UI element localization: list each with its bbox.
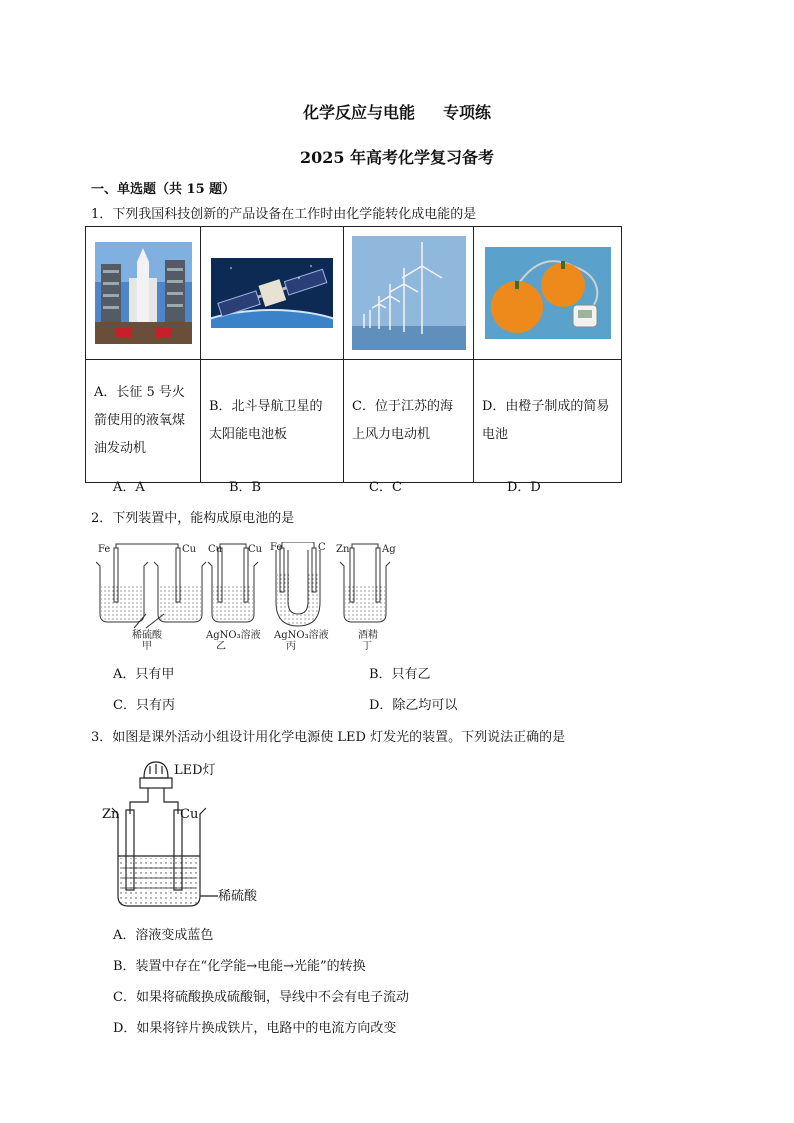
- label-yi: 乙: [216, 641, 226, 650]
- q1-option-b[interactable]: B．B: [229, 480, 262, 495]
- label-agno3-bing: AgNO₃溶液: [274, 630, 329, 641]
- label-h2so4-q3: 稀硫酸: [218, 889, 258, 904]
- satellite-image: [211, 258, 333, 328]
- option-cell-b: B．北斗导航卫星的太阳能电池板: [201, 360, 344, 483]
- q1-option-a[interactable]: A．A: [113, 480, 145, 495]
- wind-turbine-image: [352, 236, 466, 350]
- label-alcohol: 酒精: [358, 630, 378, 641]
- question-1-stem: 1．下列我国科技创新的产品设备在工作时由化学能转化成电能的是: [91, 207, 477, 222]
- rocket-image: [95, 242, 192, 344]
- option-cell-a: A．长征 5 号火箭使用的液氧煤油发动机: [86, 360, 201, 483]
- label-agno3-yi: AgNO₃溶液: [206, 630, 261, 641]
- q3-option-d[interactable]: D．如果将锌片换成铁片，电路中的电流方向改变: [113, 1021, 397, 1036]
- q3-option-b[interactable]: B．装置中存在“化学能→电能→光能”的转换: [113, 959, 366, 974]
- orange-battery-image: [485, 247, 611, 339]
- q2-option-a[interactable]: A．只有甲: [113, 667, 175, 682]
- q2-option-b[interactable]: B．只有乙: [369, 667, 431, 682]
- page-subtitle: 2025 年高考化学复习备考: [299, 148, 495, 167]
- label-fe: Fe: [98, 544, 111, 555]
- galvanic-cells-figure: [96, 542, 426, 650]
- label-bing: 丙: [286, 641, 296, 650]
- q3-option-c[interactable]: C．如果将硫酸换成硫酸铜，导线中不会有电子流动: [113, 990, 409, 1005]
- q1-option-c[interactable]: C．C: [369, 480, 402, 495]
- q2-option-c[interactable]: C．只有丙: [113, 698, 175, 713]
- q1-option-d[interactable]: D．D: [507, 480, 541, 495]
- label-led: LED灯: [174, 763, 216, 778]
- label-cu-q3: Cu: [180, 807, 199, 822]
- q3-option-a[interactable]: A．溶液变成蓝色: [113, 928, 214, 943]
- option-cell-d: D．由橙子制成的简易电池: [474, 360, 622, 483]
- led-cell-figure: [100, 752, 290, 912]
- question-1-table: [85, 226, 622, 483]
- label-zn-q3: Zn: [102, 807, 120, 822]
- label-fe-bing: Fe: [270, 542, 283, 553]
- label-jia: 甲: [142, 641, 152, 650]
- label-cu-right: Cu: [248, 544, 263, 555]
- label-cu: Cu: [182, 544, 197, 555]
- label-ding: 丁: [362, 641, 372, 650]
- q2-option-d[interactable]: D．除乙均可以: [369, 698, 458, 713]
- page-title: 化学反应与电能 专项练: [302, 103, 492, 122]
- option-cell-c: C．位于江苏的海上风力电动机: [344, 360, 474, 483]
- label-cu-left: Cu: [208, 544, 223, 555]
- question-3-stem: 3．如图是课外活动小组设计用化学电源使 LED 灯发光的装置。下列说法正确的是: [91, 730, 566, 745]
- label-zn: Zn: [336, 544, 350, 555]
- question-2-stem: 2．下列装置中，能构成原电池的是: [91, 511, 295, 526]
- label-dilute-h2so4: 稀硫酸: [132, 630, 162, 641]
- section-heading: 一、单选题（共 15 题）: [91, 182, 236, 197]
- label-ag: Ag: [382, 544, 396, 555]
- label-c: C: [318, 542, 326, 553]
